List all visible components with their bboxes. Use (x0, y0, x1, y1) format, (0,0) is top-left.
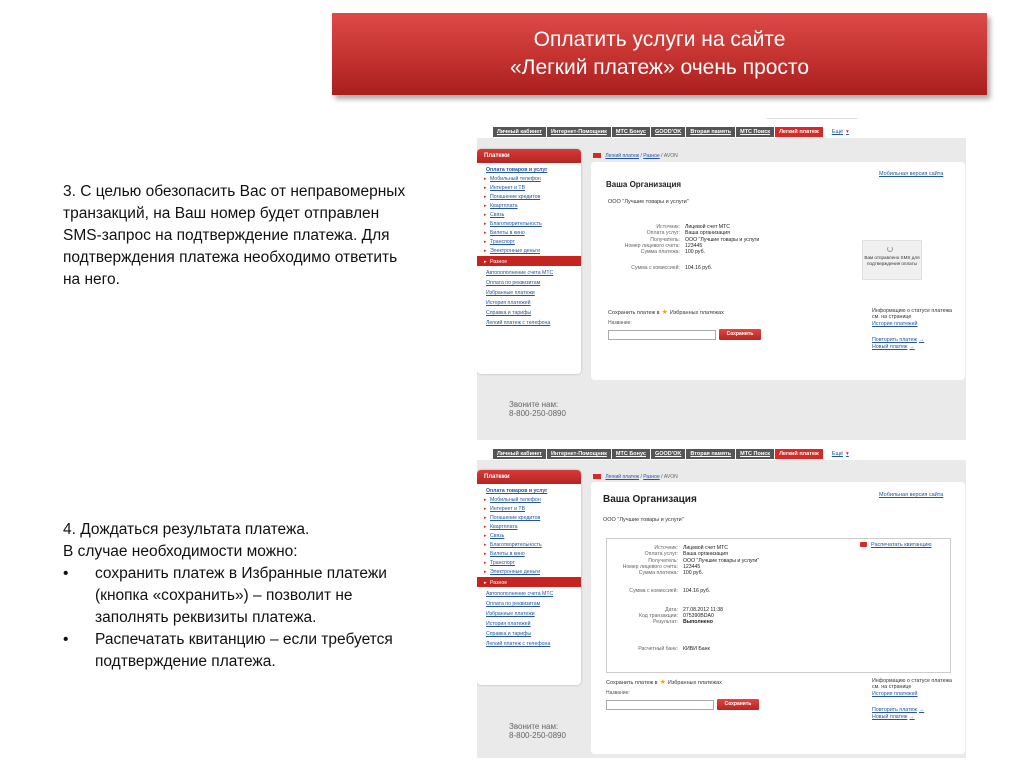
detail-label: Получатель: (650, 236, 680, 243)
save-favorite-label (606, 678, 722, 686)
detail-value: Ваша организация (685, 230, 730, 237)
history-link[interactable]: История платежей (872, 320, 918, 327)
save-favorite-prefix: Сохранить платеж в (608, 310, 660, 316)
bullet-text: Распечатать квитанцию – если требуется подтверждение платежа. (95, 631, 393, 670)
breadcrumb-section[interactable]: Разное (643, 474, 660, 480)
detail-label: Сумма платежа: (638, 570, 678, 577)
arrow-icon: → (909, 713, 915, 720)
sidebar-item-communication[interactable]: ▸ Связь (477, 530, 581, 539)
result-label: Код транзакции: (638, 613, 678, 620)
result-status: Выполнено (683, 619, 713, 626)
detail-value: Ваша организация (683, 551, 728, 558)
result-row (603, 619, 759, 625)
sms-sent-notice (862, 240, 922, 280)
detail-label: Номер лицевого счета: (622, 563, 678, 570)
name-label: Название: (608, 320, 632, 326)
commission-label: Сумма с комиссией: (629, 588, 678, 595)
nav-tab-memory[interactable]: Вторая память (686, 127, 735, 137)
favorite-name-input[interactable] (606, 700, 714, 710)
result-value: 075390BDA0 (683, 613, 714, 620)
status-info-text: Информацию о статусе платежа см. на странице (872, 308, 952, 321)
new-payment-link[interactable] (872, 344, 954, 350)
sidebar-item-misc[interactable]: ▸ Разное (477, 577, 581, 587)
bullet-item (63, 563, 423, 629)
top-nav (493, 126, 849, 138)
sidebar-link-help[interactable]: Справка и тарифы (486, 631, 532, 637)
commission-row (603, 588, 759, 594)
sidebar-header: Платежи (477, 149, 581, 163)
detail-value: 123445 (683, 563, 701, 570)
nav-more-link[interactable]: Ещё ▾ (832, 451, 849, 457)
nav-tab-assistant[interactable]: Интернет-Помощник (547, 127, 611, 137)
bank-row (603, 646, 759, 652)
detail-label: Номер лицевого счета: (624, 242, 680, 249)
result-label: Результат: (652, 619, 678, 626)
sidebar-item-emoney[interactable]: ▸ Электронные деньги (477, 566, 581, 575)
sidebar-item-communication[interactable]: ▸ Связь (477, 209, 581, 218)
history-link[interactable]: История платежей (872, 690, 918, 697)
detail-row (603, 570, 759, 576)
call-us (509, 400, 566, 418)
breadcrumb-separator: / (661, 153, 663, 159)
breadcrumb (593, 153, 678, 159)
sidebar-section[interactable]: Оплата товаров и услуг (486, 167, 548, 173)
nav-tab-assistant[interactable]: Интернет-Помощник (547, 449, 611, 459)
sidebar (477, 149, 581, 374)
sidebar-item-rent[interactable]: ▸ Квартплата (477, 521, 581, 530)
sidebar-link-help[interactable]: Справка и тарифы (486, 310, 532, 316)
repeat-payment-label: Повторить платеж (872, 707, 917, 714)
sidebar-link-favorites[interactable]: Избранные платежи (486, 290, 535, 296)
print-receipt-label: Распечатать квитанцию (871, 542, 932, 548)
detail-value: Лицевой счет МТС (683, 545, 729, 551)
status-info (872, 678, 954, 720)
slide-title-line2: «Легкий платеж» очень просто (509, 56, 809, 79)
sidebar-link-phone[interactable]: Легкий платеж с телефона (486, 320, 551, 326)
sidebar-link-requisites[interactable]: Оплата по реквизитам (486, 601, 541, 607)
sidebar-header: Платежи (477, 470, 581, 484)
arrow-icon: → (909, 343, 915, 350)
sidebar-link-autopay[interactable]: Автопополнение счета МТС (486, 270, 554, 276)
detail-value: 100 руб. (683, 570, 703, 577)
sidebar-item-transport[interactable]: ▸ Транспорт (477, 236, 581, 245)
star-icon: ★ (659, 679, 666, 686)
detail-label: Получатель: (648, 557, 678, 564)
call-us-phone: 8-800-250-0890 (509, 731, 566, 740)
step4-block (63, 519, 423, 673)
sidebar-link-requisites[interactable]: Оплата по реквизитам (486, 280, 541, 286)
sidebar-item-internet[interactable]: ▸ Интернет и ТВ (477, 503, 581, 512)
screenshot-payment-result (477, 440, 966, 758)
detail-value: ООО "Лучшие товары и услуги (685, 236, 760, 243)
detail-value: 100 руб. (685, 249, 705, 256)
sidebar-item-cinema[interactable]: ▸ Билеты в кино (477, 548, 581, 557)
call-us-label: Звоните нам: (509, 722, 559, 731)
call-us-phone: 8-800-250-0890 (509, 409, 566, 418)
detail-label: Оплата услуг: (646, 230, 680, 237)
bank-value: КИВИ Банк (683, 645, 710, 652)
sidebar-item-emoney[interactable]: ▸ Электронные деньги (477, 245, 581, 254)
save-favorite-suffix: Избранных платежах (669, 310, 724, 316)
mobile-version-link[interactable]: Мобильная версия сайта (879, 492, 944, 498)
slide-title-line1: Оплатить услуги на сайте (533, 28, 786, 51)
sidebar-item-charity[interactable]: ▸ Благотворительность (477, 218, 581, 227)
sidebar-item-charity[interactable]: ▸ Благотворительность (477, 539, 581, 548)
sidebar-link-history[interactable]: История платежей (486, 621, 531, 627)
flag-icon (593, 153, 601, 158)
sidebar-link-autopay[interactable]: Автопополнение счета МТС (486, 591, 554, 597)
nav-tab-cabinet[interactable]: Личный кабинет (493, 449, 546, 459)
sidebar-item-mobile[interactable]: ▸ Мобильный телефон (477, 173, 581, 182)
breadcrumb-separator: / (640, 474, 642, 480)
printer-icon (860, 542, 867, 547)
detail-value: Лицевой счет МТС (685, 224, 731, 230)
step3-text: 3. С целью обезопасить Вас от неправомерных транзакций, на Ваш номер будет отправлен SMS-запрос на подтверждение платежа. Для подтверждения платежа необходимо ответить на него. (63, 183, 406, 288)
nav-tab-easy-pay[interactable]: Легкий платеж (775, 127, 823, 137)
sidebar-item-transport[interactable]: ▸ Транспорт (477, 557, 581, 566)
payment-details (605, 224, 759, 272)
sidebar-item-rent[interactable]: ▸ Квартплата (477, 200, 581, 209)
print-receipt-link[interactable] (860, 542, 932, 548)
bullet-text: сохранить платеж в Избранные платежи (кнопка «сохранить») – позволит не заполнять реквизиты платежа. (95, 565, 387, 626)
result-label: Дата: (665, 606, 678, 613)
nav-tab-bonus[interactable]: МТС Бонус (612, 127, 650, 137)
arrow-icon: → (918, 707, 925, 714)
name-label: Название: (606, 690, 630, 696)
commission-value: 104.16 руб. (685, 265, 713, 272)
slide-title-banner (332, 13, 987, 95)
save-favorite-prefix: Сохранить платеж в (606, 680, 658, 686)
nav-tab-search[interactable]: МТС Поиск (736, 449, 774, 459)
bullet-dot: • (63, 631, 69, 648)
breadcrumb-current: AVON (663, 474, 678, 480)
detail-label: Оплата услуг: (644, 551, 678, 558)
breadcrumb-home[interactable]: Легкий платеж (605, 474, 640, 480)
sidebar-item-internet[interactable]: ▸ Интернет и ТВ (477, 182, 581, 191)
call-us-label: Звоните нам: (509, 400, 559, 409)
status-info (872, 308, 954, 350)
nav-tab-cabinet[interactable]: Личный кабинет (493, 127, 546, 137)
detail-label: Источник: (656, 224, 680, 230)
commission-label: Сумма с комиссией: (631, 265, 680, 272)
loading-icon (887, 246, 893, 252)
nav-tab-bonus[interactable]: МТС Бонус (612, 449, 650, 459)
favorite-name-input[interactable] (608, 330, 716, 340)
breadcrumb (593, 474, 678, 480)
sidebar-item-cinema[interactable]: ▸ Билеты в кино (477, 227, 581, 236)
org-title: Ваша Организация (603, 494, 697, 505)
nav-more-link[interactable]: Ещё ▾ (832, 129, 849, 135)
commission-row (605, 265, 759, 271)
star-icon: ★ (661, 309, 668, 316)
commission-value: 104.16 руб. (683, 588, 711, 595)
sidebar-section[interactable]: Оплата товаров и услуг (486, 488, 548, 494)
detail-label: Источник: (654, 545, 678, 551)
arrow-icon: → (918, 337, 925, 344)
step4-title: 4. Дождаться результата платежа. (63, 521, 310, 538)
breadcrumb-current: AVON (663, 153, 678, 159)
bullet-dot: • (63, 565, 69, 582)
sidebar-item-credits[interactable]: ▸ Погашение кредитов (477, 191, 581, 200)
step4-subtitle: В случае необходимости можно: (63, 543, 298, 560)
detail-value: ООО "Лучшие товары и услуги" (683, 557, 760, 564)
new-payment-link[interactable] (872, 714, 954, 720)
sidebar (477, 470, 581, 685)
sidebar-link-history[interactable]: История платежей (486, 300, 531, 306)
save-favorite-label (608, 308, 724, 316)
detail-label: Сумма платежа: (640, 249, 680, 256)
breadcrumb-separator: / (640, 153, 642, 159)
divider (767, 118, 857, 119)
repeat-payment-label: Повторить платеж (872, 337, 917, 344)
flag-icon (593, 474, 601, 479)
nav-tab-goodok[interactable]: GOOD'OK (651, 449, 685, 459)
org-line: ООО "Лучшие товары и услуги" (603, 517, 684, 523)
status-info-text: Информацию о статусе платежа см. на странице (872, 678, 952, 691)
screenshot-sms-confirmation (477, 118, 966, 440)
breadcrumb-home[interactable]: Легкий платеж (605, 153, 640, 159)
org-line: ООО "Лучшие товары и услуги" (608, 199, 689, 205)
result-value: 27.08.2012 11:38 (683, 606, 723, 613)
detail-value: 123445 (685, 242, 703, 249)
new-payment-label: Новый платеж (872, 343, 908, 350)
nav-tab-memory[interactable]: Вторая память (686, 449, 735, 459)
save-button[interactable]: Сохранить (717, 699, 759, 710)
new-payment-label: Новый платеж (872, 713, 908, 720)
bank-label: Расчетный банк: (638, 645, 678, 652)
call-us (509, 722, 566, 740)
detail-row (605, 249, 759, 255)
sidebar-item-misc[interactable]: ▸ Разное (477, 256, 581, 266)
sidebar-link-phone[interactable]: Легкий платеж с телефона (486, 641, 551, 647)
breadcrumb-separator: / (661, 474, 663, 480)
nav-tab-goodok[interactable]: GOOD'OK (651, 127, 685, 137)
save-favorite-suffix: Избранных платежах (667, 680, 722, 686)
mobile-version-link[interactable]: Мобильная версия сайта (879, 171, 944, 177)
nav-tab-easy-pay[interactable]: Легкий платеж (775, 449, 823, 459)
sms-sent-text: Вам отправлено SMS для подтверждения оплаты (864, 255, 920, 266)
sidebar-item-credits[interactable]: ▸ Погашение кредитов (477, 512, 581, 521)
top-nav (493, 448, 849, 460)
nav-tab-search[interactable]: МТС Поиск (736, 127, 774, 137)
sidebar-item-mobile[interactable]: ▸ Мобильный телефон (477, 494, 581, 503)
save-button[interactable]: Сохранить (719, 329, 761, 340)
bullet-item (63, 629, 423, 673)
sidebar-link-favorites[interactable]: Избранные платежи (486, 611, 535, 617)
breadcrumb-section[interactable]: Разное (643, 153, 660, 159)
payment-details (603, 545, 759, 652)
org-title: Ваша Организация (606, 180, 682, 189)
